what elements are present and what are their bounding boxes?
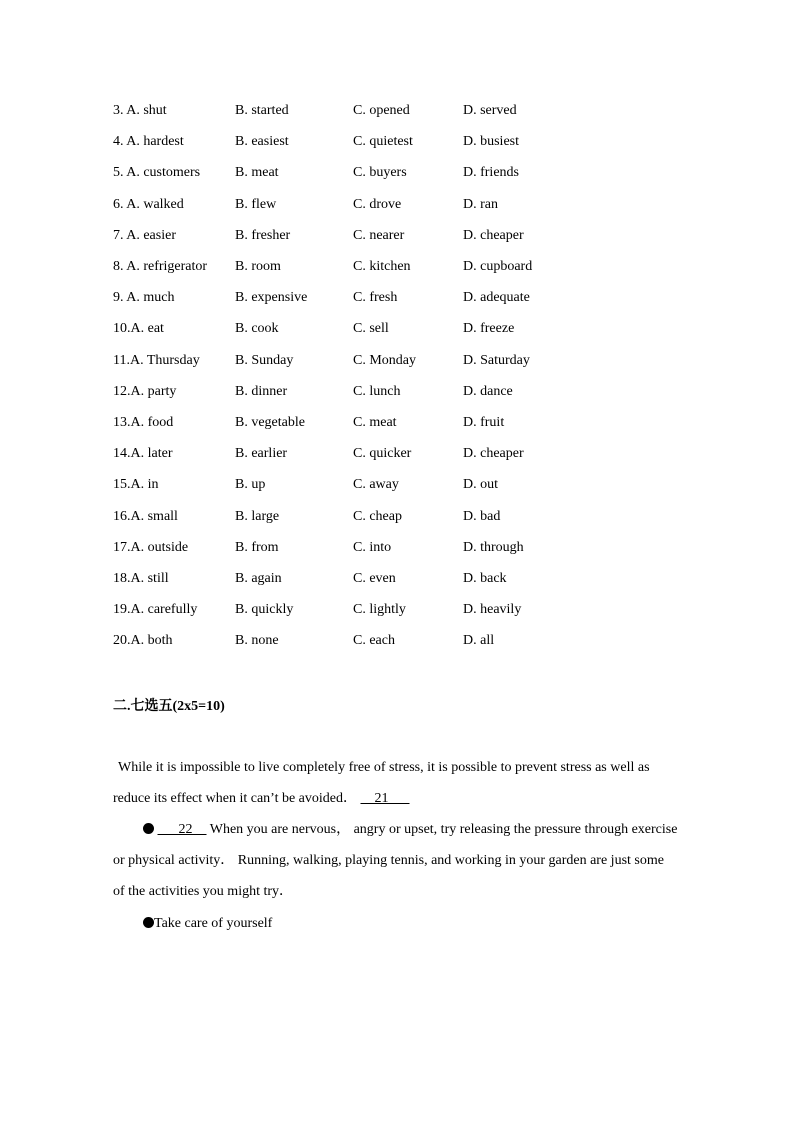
question-option-b: B. started <box>235 103 289 118</box>
question-option-a: 20.A. both <box>113 633 173 649</box>
question-option-b: B. room <box>235 259 281 274</box>
question-option-c: C. lightly <box>353 602 406 618</box>
question-option-a: 9. A. much <box>113 290 175 306</box>
question-option-d: D. cheaper <box>463 227 524 243</box>
question-option-c: C. sell <box>353 321 389 337</box>
question-option-c: C. quietest <box>353 134 413 150</box>
question-option-c: C. into <box>353 539 392 555</box>
question-option-b: B. cook <box>235 321 279 337</box>
question-option-d: D. out <box>463 477 498 493</box>
question-option-b: B. dinner <box>235 383 288 399</box>
question-option-c: C. kitchen <box>353 259 411 274</box>
question-option-b: B. vegetable <box>235 415 305 430</box>
question-option-c: C. Monday <box>353 352 416 368</box>
question-option-c: C. cheap <box>353 508 402 524</box>
question-option-b: B. fresher <box>235 227 291 243</box>
question-option-a: 5. A. customers <box>113 165 201 181</box>
passage-paragraph-2 <box>113 814 679 907</box>
question-option-d: D. through <box>463 539 524 555</box>
question-option-c: C. lunch <box>353 383 401 399</box>
paragraph-1-text: While it is impossible to live completely free of stress, it is possible to prevent stress as well as reduce its effect when it can’t be avoided． <box>113 760 650 806</box>
question-option-a: 16.A. small <box>113 508 178 524</box>
question-option-c: C. meat <box>353 415 397 430</box>
question-option-d: D. freeze <box>463 321 515 337</box>
question-option-b: B. easiest <box>235 134 289 150</box>
question-option-b: B. none <box>235 633 279 649</box>
question-option-d: D. busiest <box>463 134 519 150</box>
question-option-a: 8. A. refrigerator <box>113 259 208 274</box>
question-option-b: B. earlier <box>235 446 288 462</box>
question-option-a: 17.A. outside <box>113 539 189 555</box>
question-option-b: B. flew <box>235 196 277 212</box>
question-option-d: D. all <box>463 633 495 649</box>
question-option-b: B. meat <box>235 165 279 181</box>
question-option-c: C. buyers <box>353 165 407 181</box>
question-option-c: C. drove <box>353 196 402 212</box>
question-option-c: C. opened <box>353 103 410 118</box>
question-option-a: 3. A. shut <box>113 103 167 118</box>
blank-21: 21 <box>374 791 389 806</box>
question-option-a: 12.A. party <box>113 383 177 399</box>
question-option-a: 7. A. easier <box>113 227 176 243</box>
blank-22: 22 <box>178 822 193 837</box>
question-option-c: C. fresh <box>353 290 398 306</box>
question-option-c: C. away <box>353 477 399 493</box>
question-option-c: C. even <box>353 571 396 586</box>
question-option-d: D. fruit <box>463 415 505 430</box>
question-option-a: 13.A. food <box>113 415 174 430</box>
question-option-d: D. friends <box>463 165 519 181</box>
question-option-c: C. nearer <box>353 227 405 243</box>
question-option-d: D. adequate <box>463 290 530 306</box>
question-option-d: D. ran <box>463 196 498 212</box>
question-option-b: B. Sunday <box>235 352 294 368</box>
paragraph-3-text: Take care of yourself <box>154 916 273 931</box>
question-option-d: D. bad <box>463 508 501 524</box>
section-heading: 二.七选五(2x5=10) <box>113 699 225 714</box>
bullet-icon <box>143 917 154 928</box>
question-option-d: D. Saturday <box>463 352 530 368</box>
question-option-b: B. large <box>235 508 280 524</box>
question-option-d: D. cupboard <box>463 259 533 274</box>
question-option-b: B. from <box>235 539 279 555</box>
question-option-d: D. cheaper <box>463 446 524 462</box>
question-option-b: B. quickly <box>235 602 294 618</box>
question-option-d: D. dance <box>463 383 513 399</box>
paragraph-2-text: When you are nervous， angry or upset, try releasing the pressure through exercise or physical activity． Running, walking, playing tennis, and working in your garden are just some of the activities you might try． <box>113 822 678 899</box>
passage-paragraph-1 <box>113 752 679 814</box>
question-option-a: 6. A. walked <box>113 196 184 212</box>
question-option-b: B. up <box>235 477 266 493</box>
passage-paragraph-3 <box>113 908 679 939</box>
question-option-a: 4. A. hardest <box>113 134 184 150</box>
question-option-d: D. back <box>463 571 507 586</box>
question-option-d: D. heavily <box>463 602 522 618</box>
bullet-icon <box>143 823 154 834</box>
question-option-c: C. each <box>353 633 395 649</box>
question-option-a: 18.A. still <box>113 571 169 586</box>
question-option-a: 14.A. later <box>113 446 173 462</box>
question-option-a: 19.A. carefully <box>113 602 198 618</box>
question-option-d: D. served <box>463 103 517 118</box>
question-option-c: C. quicker <box>353 446 412 462</box>
question-option-a: 15.A. in <box>113 477 159 493</box>
question-option-a: 11.A. Thursday <box>113 352 200 368</box>
question-option-b: B. again <box>235 571 282 586</box>
question-option-a: 10.A. eat <box>113 321 164 337</box>
question-option-b: B. expensive <box>235 290 308 306</box>
